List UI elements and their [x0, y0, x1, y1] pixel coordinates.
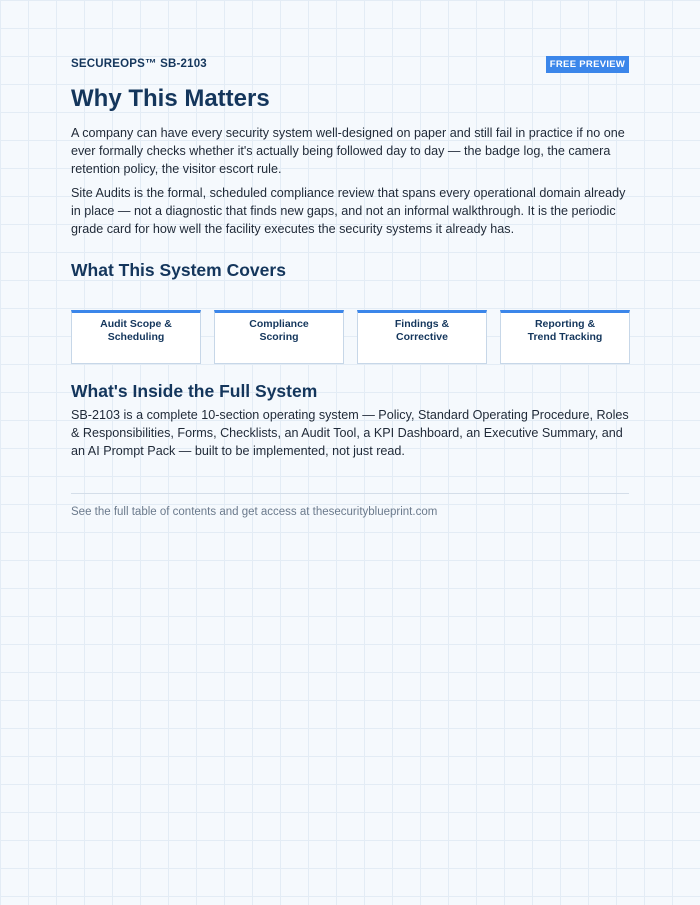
card-label: Reporting & Trend Tracking	[527, 318, 603, 343]
divider	[71, 493, 629, 494]
intro-paragraph-1: A company can have every security system well-designed on paper and still fail in practice if no one ever formally checks whether it's actually being followed day to day — the badge log, the camera retention policy, the visitor escort rule.	[71, 126, 625, 176]
card-label: Compliance Scoring	[249, 318, 309, 343]
intro-section	[71, 124, 629, 244]
footer-note: See the full table of contents and get access at thesecurityblueprint.com	[71, 506, 438, 518]
intro-paragraph-2: Site Audits is the formal, scheduled compliance review that spans every operational domain already in place — not a diagnostic that finds new gaps, and not an informal walkthrough. It is the periodic grade card for how well the facility executes the security systems it already has.	[71, 186, 626, 236]
card-label: Findings & Corrective	[394, 318, 450, 343]
inside-body: SB-2103 is a complete 10-section operating system — Policy, Standard Operating Procedure, Roles & Responsibilities, Forms, Checklists, an Audit Tool, a KPI Dashboard, an Executive Summary, and an AI Prompt Pack — built to be implemented, not just read.	[71, 408, 629, 458]
coverage-cards	[71, 310, 629, 363]
covers-heading: What This System Covers	[71, 260, 286, 280]
card-audit-scope	[71, 310, 201, 364]
card-compliance-scoring	[214, 310, 344, 364]
card-findings-corrective	[357, 310, 487, 364]
document-code: SECUREOPS™ SB-2103	[71, 58, 207, 70]
document-header	[71, 56, 629, 74]
card-label: Audit Scope & Scheduling	[100, 318, 172, 343]
free-preview-badge: FREE PREVIEW	[546, 56, 629, 73]
inside-heading: What's Inside the Full System	[71, 381, 318, 401]
card-reporting-trend	[500, 310, 630, 364]
page-title: Why This Matters	[71, 85, 270, 112]
